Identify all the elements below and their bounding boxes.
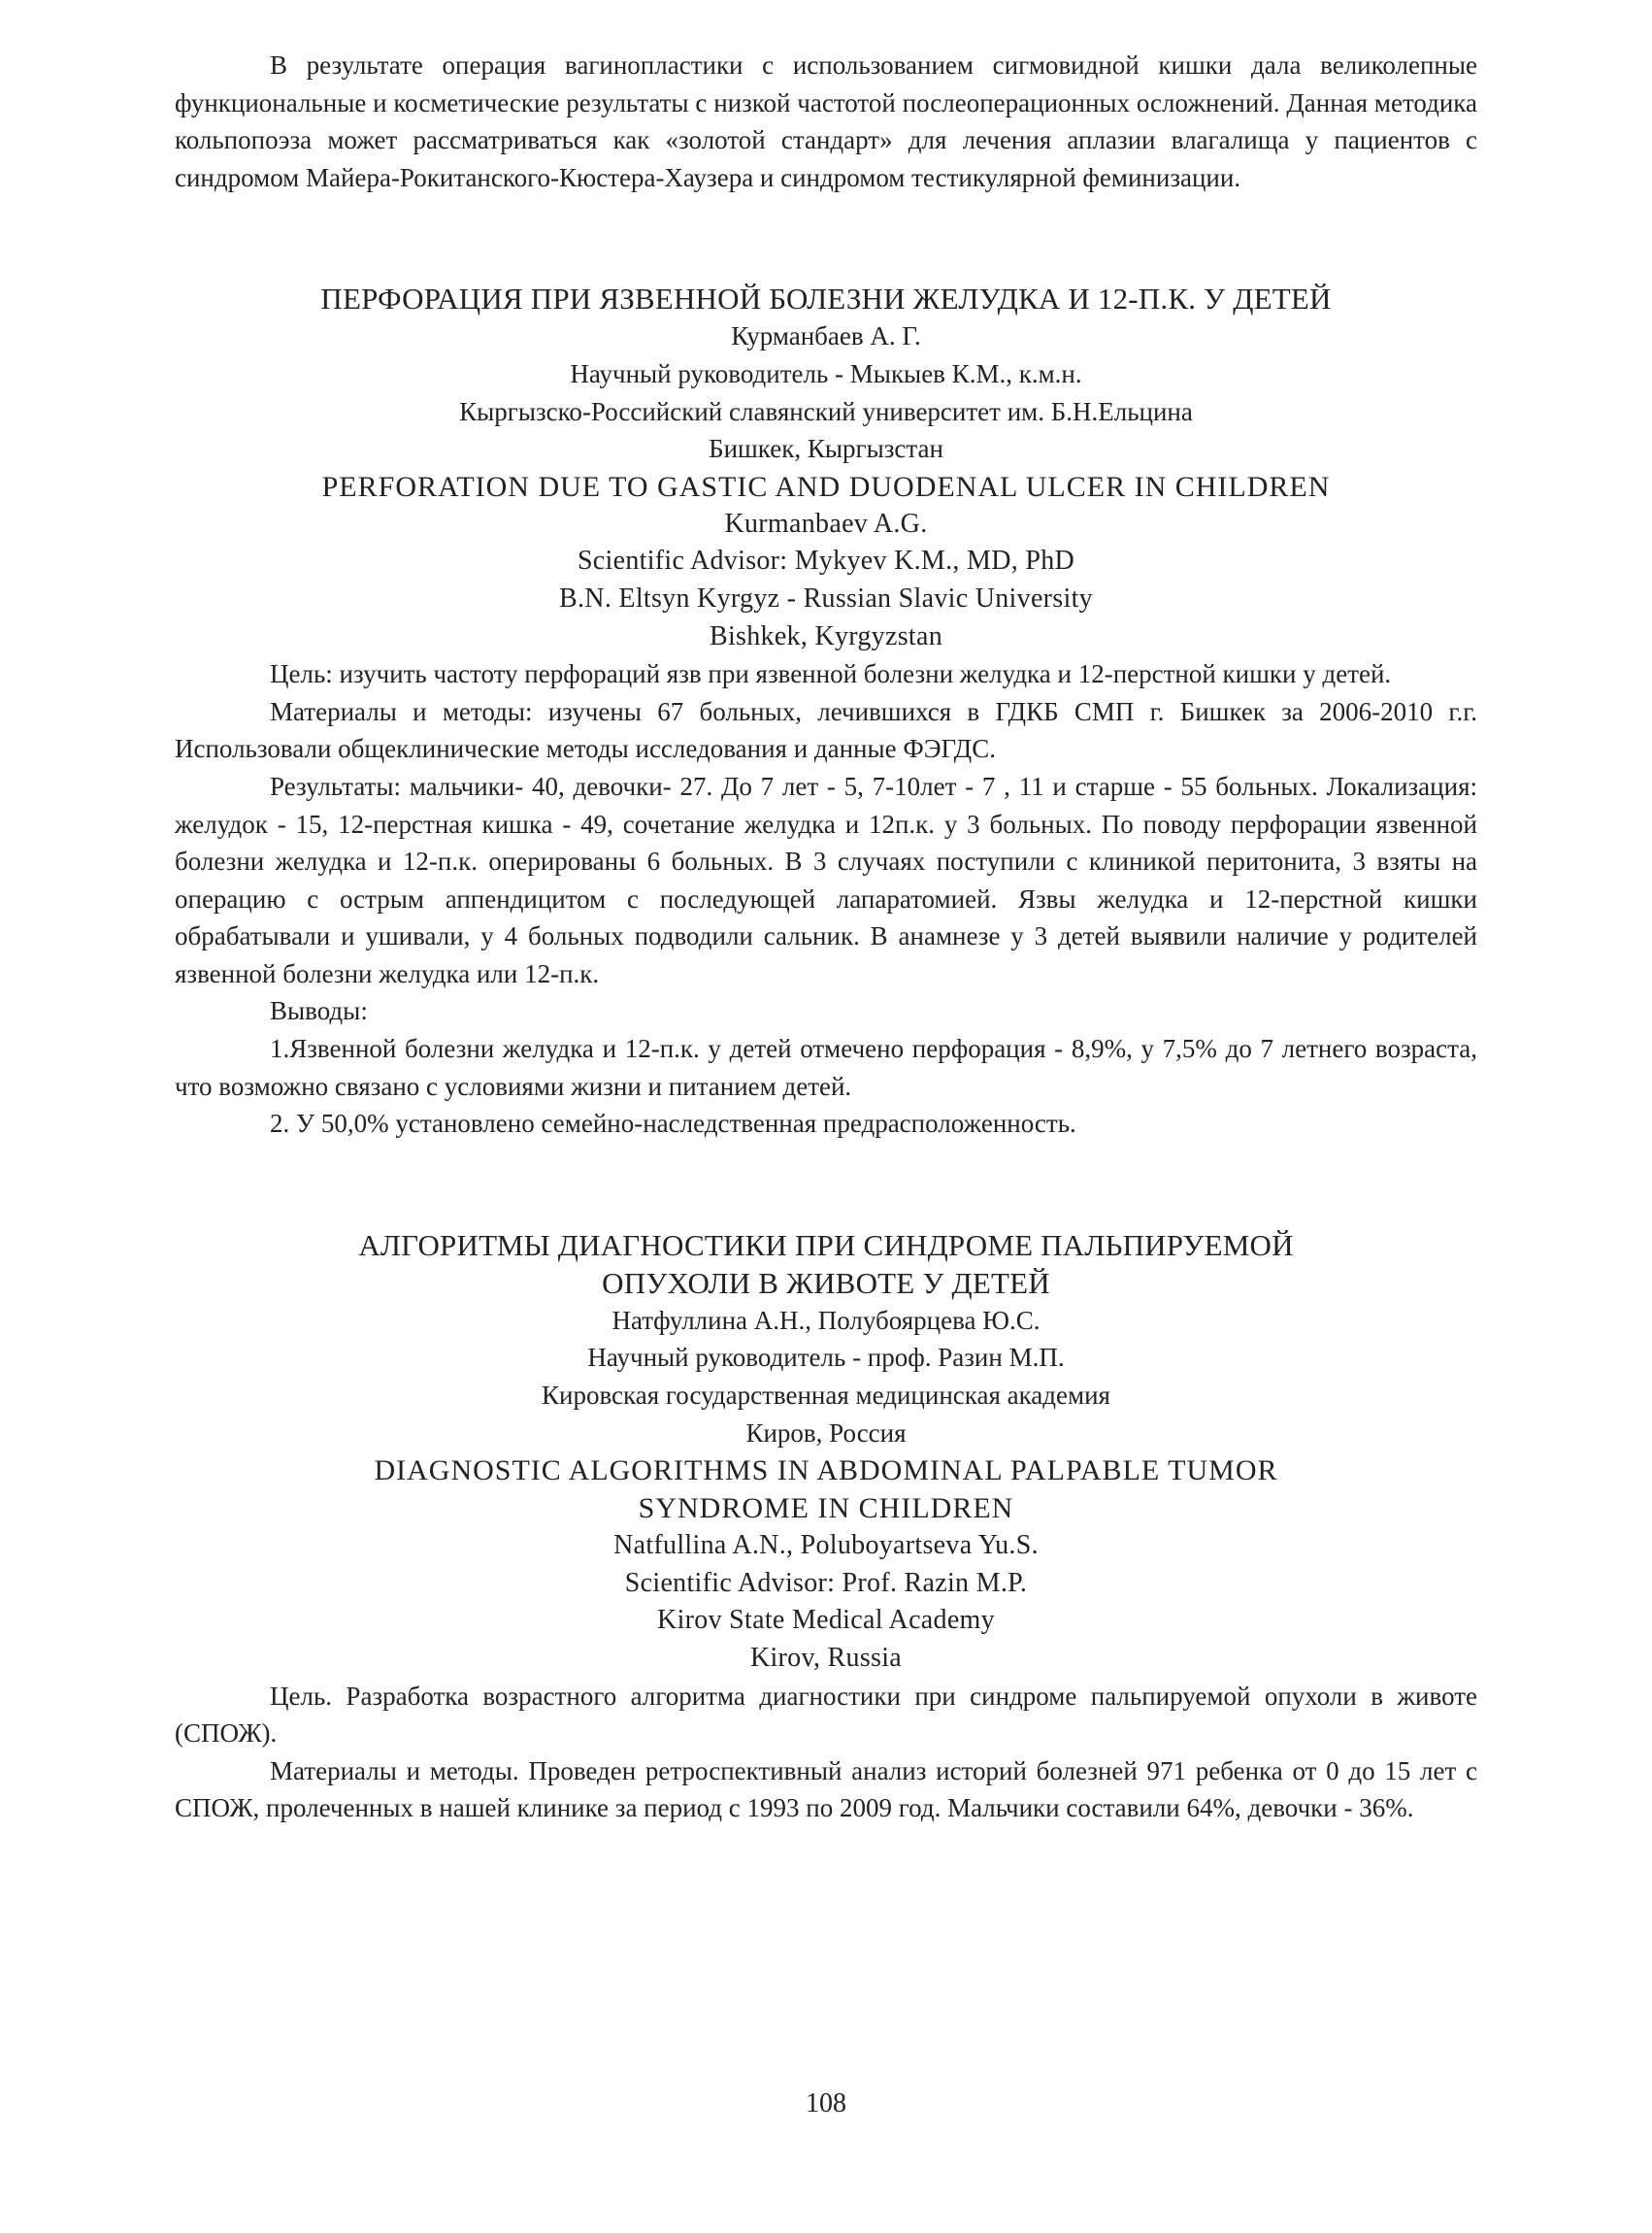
article1-results: Результаты: мальчики- 40, девочки- 27. До 7 лет - 5, 7-10лет - 7 , 11 и старше - 55 больных. Локализация: желудок - 15, 12-перстная кишка - 49, сочетание желудка и 12п.к. у 3 больных. По поводу перфорации язвенной болезни желудка и 12-п.к. оперированы 6 больных. В 3 случаях поступили с клиникой перитонита, 3 взяты на операцию с острым аппендицитом с последующей лапаратомией. Язвы желудка и 12-перстной кишки обрабатывали и ушивали, у 4 больных подводили сальник. В анамнезе у 3 детей выявили наличие у родителей язвенной болезни желудка или 12-п.к. [175,771,1477,988]
article1-author-en: Kurmanbaev A.G. [724,508,928,539]
article1-city-ru: Бишкек, Кыргызстан [709,434,943,464]
article2-methods: Материалы и методы. Проведен ретроспективный анализ историй болезней 971 ребенка от 0 до 15 лет с СПОЖ, пролеченных в нашей клинике за период с 1993 по 2009 год. Мальчики составили 64%, девочки - 36%. [175,1755,1477,1823]
article2-city-en: Kirov, Russia [749,1643,903,1673]
article1-conclusion-1: 1.Язвенной болезни желудка и 12-п.к. у детей отмечено перфорация - 8,9%, у 7,5% до 7 летнего возраста, что возможно связано с условиями жизни и питанием детей. [175,1034,1477,1101]
article1-conclusion-2: 2. У 50,0% установлено семейно-наследственная предрасположенность. [270,1109,1076,1139]
article1-institution-en: B.N. Eltsyn Kyrgyz - Russian Slavic University [559,583,1093,614]
article-perforation [175,280,1477,1142]
article2-advisor-ru: Научный руководитель - проф. Разин М.П. [587,1343,1065,1373]
article-palpable-tumor [175,1226,1477,1827]
article2-title-ru-line1: АЛГОРИТМЫ ДИАГНОСТИКИ ПРИ СИНДРОМЕ ПАЛЬПИРУЕМОЙ [358,1227,1294,1262]
article2-city-ru: Киров, Россия [745,1417,907,1448]
article2-advisor-en: Scientific Advisor: Prof. Razin M.P. [624,1567,1028,1598]
article2-author-en: Natfullina A.N., Poluboyartseva Yu.S. [613,1530,1039,1561]
page-number: 108 [806,2088,846,2118]
intro-paragraph: В результате операция вагинопластики с использованием сигмовидной кишки дала великолепные функциональные и косметические результаты с низкой частотой послеоперационных осложнений. Данная методика кольпопоэза может рассматриваться как «золотой стандарт» для лечения аплазии влагалища у пациентов с синдромом Майера-Рокитанского-Кюстера-Хаузера и синдромом тестикулярной феминизации. [175,50,1477,192]
article2-author-ru: Натфуллина А.Н., Полубоярцева Ю.С. [611,1305,1041,1335]
article2-institution-en: Kirov State Medical Academy [657,1605,995,1636]
article1-conclusions-label: Выводы: [270,996,368,1026]
document-page [175,47,1477,1827]
article2-title-en-line1: DIAGNOSTIC ALGORITHMS IN ABDOMINAL PALPABLE TUMOR [374,1454,1278,1487]
article1-title-en: PERFORATION DUE TO GASTIC AND DUODENAL ULCER IN CHILDREN [321,470,1331,503]
article1-advisor-ru: Научный руководитель - Мыкыев К.М., к.м.н. [570,358,1082,388]
article2-goal: Цель. Разработка возрастного алгоритма диагностики при синдроме пальпируемой опухоли в животе (СПОЖ). [175,1681,1477,1749]
article2-institution-ru: Кировская государственная медицинская академия [542,1381,1110,1411]
article1-advisor-en: Scientific Advisor: Mykyev K.M., MD, PhD [577,546,1075,577]
article1-title-ru: ПЕРФОРАЦИЯ ПРИ ЯЗВЕННОЙ БОЛЕЗНИ ЖЕЛУДКА И 12-П.К. У ДЕТЕЙ [320,282,1332,317]
article1-institution-ru: Кыргызско-Российский славянский университет им. Б.Н.Ельцина [459,396,1193,426]
article2-title-en-line2: SYNDROME IN CHILDREN [638,1492,1014,1525]
article1-goal: Цель: изучить частоту перфораций язв при язвенной болезни желудка и 12-перстной кишки у детей. [270,659,1392,689]
article1-methods: Материалы и методы: изучены 67 больных, лечившихся в ГДКБ СМП г. Бишкек за 2006-2010 г.г. Использовали общеклинические методы исследования и данные ФЭГДС. [175,696,1477,764]
article1-author-ru: Курманбаев А. Г. [731,321,921,351]
article1-city-en: Bishkek, Kyrgyzstan [709,620,943,651]
article2-title-ru-line2: ОПУХОЛИ В ЖИВОТЕ У ДЕТЕЙ [602,1265,1050,1300]
